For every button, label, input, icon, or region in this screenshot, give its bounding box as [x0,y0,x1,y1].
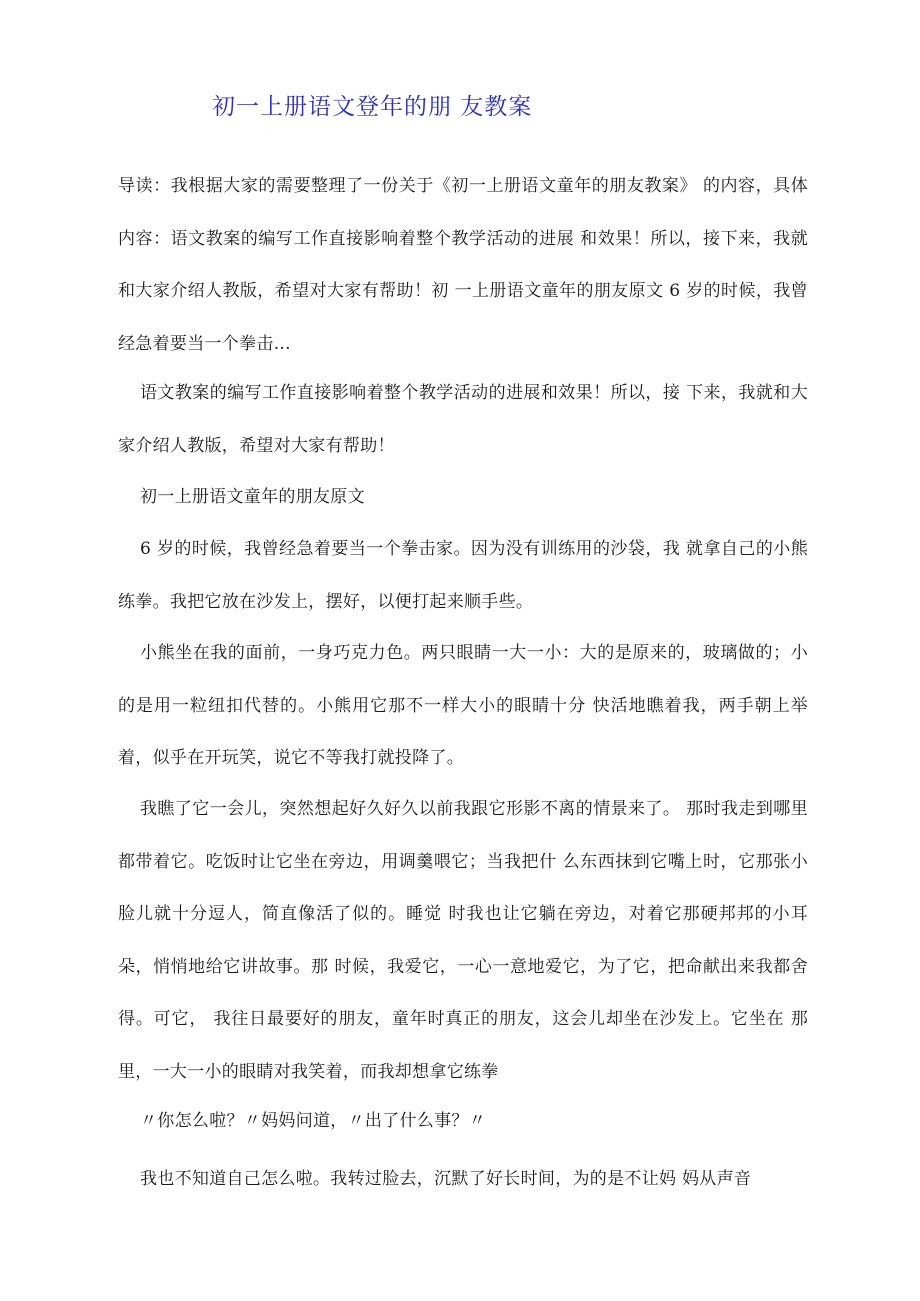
paragraph-2: 6 岁的时候，我曾经急着要当一个拳击家。因为没有训练用的沙袋，我 就拿自己的小熊练拳。我把它放在沙发上，摆好，以便打起来顺手些。 [118,539,808,612]
paragraph-1: 语文教案的编写工作直接影响着整个教学活动的进展和效果！所以，接 下来，我就和大家介绍人教版，希望对大家有帮助！ [118,383,808,456]
intro-paragraph: 导读：我根据大家的需要整理了一份关于《初一上册语文童年的朋友教案》 的内容，具体内容：语文教案的编写工作直接影响着整个教学活动的进展 和效果！所以，接下来，我就和大家介绍人教版，希望对大家有帮助！初 一上册语文童年的朋友原文 6 岁的时候，我曾经急着要当一个拳击... [118,176,808,354]
paragraph-5: 〃你怎么啦？〃妈妈问道，〃出了什么事？〃 [140,1111,486,1131]
document-title: 初一上册语文登年的朋 友教案 [212,94,533,120]
paragraph-4: 我瞧了它一会儿，突然想起好久好久以前我跟它形影不离的情景来了。 那时我走到哪里都带着它。吃饭时让它坐在旁边，用调羹喂它；当我把什 么东西抹到它嘴上时，它那张小脸儿就十分逗人，简直像活了似的。睡觉 时我也让它躺在旁边，对着它那硬邦邦的小耳朵，悄悄地给它讲故事。那 时候，我爱它，一心一意地爱它，为了它，把命献出来我都舍得。可它， 我往日最要好的朋友，童年时真正的朋友，这会儿却坐在沙发上。它坐在 那里，一大一小的眼睛对我笑着，而我却想拿它练拳 [118,799,808,1082]
paragraph-3: 小熊坐在我的面前，一身巧克力色。两只眼睛一大一小：大的是原来的，玻璃做的；小的是用一粒纽扣代替的。小熊用它那不一样大小的眼睛十分 快活地瞧着我，两手朝上举着，似乎在开玩笑，说它不等我打就投降了。 [118,643,808,769]
section-heading: 初一上册语文童年的朋友原文 [140,487,365,507]
paragraph-6: 我也不知道自己怎么啦。我转过脸去，沉默了好长时间，为的是不让妈 妈从声音 [140,1169,752,1189]
